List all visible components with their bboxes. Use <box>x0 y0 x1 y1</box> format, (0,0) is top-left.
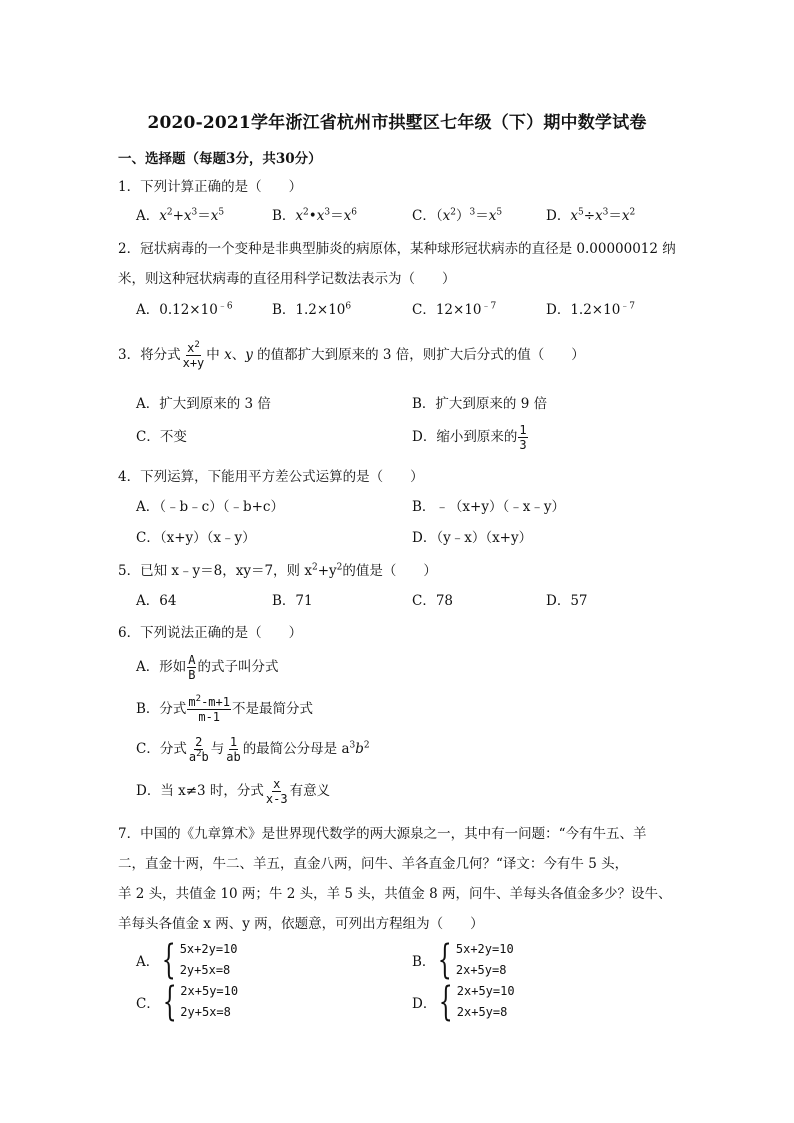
brace-icon: { <box>162 979 177 1025</box>
q6-option-c: C．分式 $\frac{2}{a^2b}$ 与 $\frac{1}{ab}$ 的最简公分母是 $a^3b^2$ <box>136 735 370 764</box>
q7-option-b: B． { 5x+2y=10 2x+5y=8 <box>412 937 514 983</box>
question-4-stem: 4．下列运算，下能用平方差公式运算的是（ ） <box>118 469 424 485</box>
q2-option-a: A．$0.12\times 10^{﹣6}$ <box>136 301 233 318</box>
question-5-stem: 5．已知 x﹣y＝8，xy＝7，则 $x^2+y^2$的值是（ ） <box>118 562 437 579</box>
q3-option-a: A．扩大到原来的 3 倍 <box>136 396 271 412</box>
question-2-line1: 2．冠状病毒的一个变种是非典型肺炎的病原体，某种球形冠状病赤的直径是 0.00000012 纳 <box>118 241 676 257</box>
q1-option-c: C．$(x^2)^3=x^5$ <box>412 207 503 224</box>
page-title: 2020-2021学年浙江省杭州市拱墅区七年级（下）期中数学试卷 <box>147 113 647 133</box>
q6-c-fraction-1: $\frac{2}{a^2b}$ <box>188 735 209 764</box>
q3-fraction: $\frac{x^2}{x+y}$ <box>182 340 205 370</box>
question-7-line3: 羊 2 头，共值金 10 两；牛 2 头，羊 5 头，共值金 8 两，问牛、羊每头各值金多少？设牛、 <box>118 886 672 902</box>
q3-option-d: D．缩小到原来的 $\frac{1}{3}$ <box>412 423 527 452</box>
q6-a-fraction: $\frac{A}{B}$ <box>188 653 196 682</box>
q3-d-fraction: $\frac{1}{3}$ <box>519 423 527 452</box>
q7-option-d: D． { 2x+5y=10 2x+5y=8 <box>412 979 515 1025</box>
brace-icon: { <box>438 937 453 983</box>
question-7-line4: 羊每头各值金 x 两、y 两，依题意，可列出方程组为（ ） <box>118 916 484 932</box>
question-7-line1: 7．中国的《九章算术》是世界现代数学的两大源泉之一，其中有一问题：“今有牛五、羊 <box>118 826 647 842</box>
question-3-stem: 3．将分式 $\frac{x^2}{x+y}$ 中 x、y 的值都扩大到原来的 3 倍，则扩大后分式的值（ ） <box>118 340 585 370</box>
question-1-stem: 1．下列计算正确的是（ ） <box>118 179 303 195</box>
q4-option-d: D．（y﹣x）（x+y） <box>412 530 533 546</box>
question-6-stem: 6．下列说法正确的是（ ） <box>118 625 303 641</box>
q1-option-a: A．$x^2+x^3=x^5$ <box>136 207 225 224</box>
q7-option-c: C． { 2x+5y=10 2y+5x=8 <box>136 979 239 1025</box>
q2-option-b: B．$1.2\times 10^6$ <box>272 301 352 318</box>
q1-option-b: B．$x^2•x^3=x^6$ <box>272 207 357 224</box>
brace-icon: { <box>439 979 454 1025</box>
q6-option-b: B．分式 $\frac{m^2-m+1}{m-1}$ 不是最简分式 <box>136 694 313 724</box>
q4-option-b: B．﹣（x+y）（﹣x﹣y） <box>412 499 565 515</box>
section-heading: 一、选择题（每题3分，共30分） <box>118 151 322 167</box>
q3-option-b: B．扩大到原来的 9 倍 <box>412 396 548 412</box>
question-7-line2: 二，直金十两，牛二、羊五，直金八两，问牛、羊各直金几何？“译文：今有牛 5 头， <box>118 856 629 872</box>
q3-option-c: C．不变 <box>136 429 187 445</box>
q6-c-fraction-2: $\frac{1}{ab}$ <box>226 735 241 764</box>
q7-option-a: A． { 5x+2y=10 2y+5x=8 <box>136 937 238 983</box>
q2-option-c: C．$12\times 10^{﹣7}$ <box>412 301 497 318</box>
q1-option-d: D．$x^5\div x^3=x^2$ <box>546 207 636 224</box>
q6-option-a: A．形如 $\frac{A}{B}$ 的式子叫分式 <box>136 653 279 682</box>
q2-option-d: D．$1.2\times 10^{﹣7}$ <box>546 301 636 318</box>
brace-icon: { <box>161 937 176 983</box>
q5-option-b: B．71 <box>272 593 313 609</box>
q6-d-fraction: $\frac{x}{x-3}$ <box>265 777 288 806</box>
q6-option-d: D．当 x≠3 时，分式 $\frac{x}{x-3}$ 有意义 <box>136 777 331 806</box>
q6-b-fraction: $\frac{m^2-m+1}{m-1}$ <box>188 694 230 724</box>
q5-option-a: A．64 <box>136 593 177 609</box>
q4-option-a: A．（﹣b﹣c）（﹣b+c） <box>136 499 284 515</box>
q5-option-d: D．57 <box>546 593 588 609</box>
question-2-line2: 米，则这种冠状病毒的直径用科学记数法表示为（ ） <box>118 271 456 287</box>
q5-option-c: C．78 <box>412 593 454 609</box>
q4-option-c: C．（x+y）（x﹣y） <box>136 530 256 546</box>
